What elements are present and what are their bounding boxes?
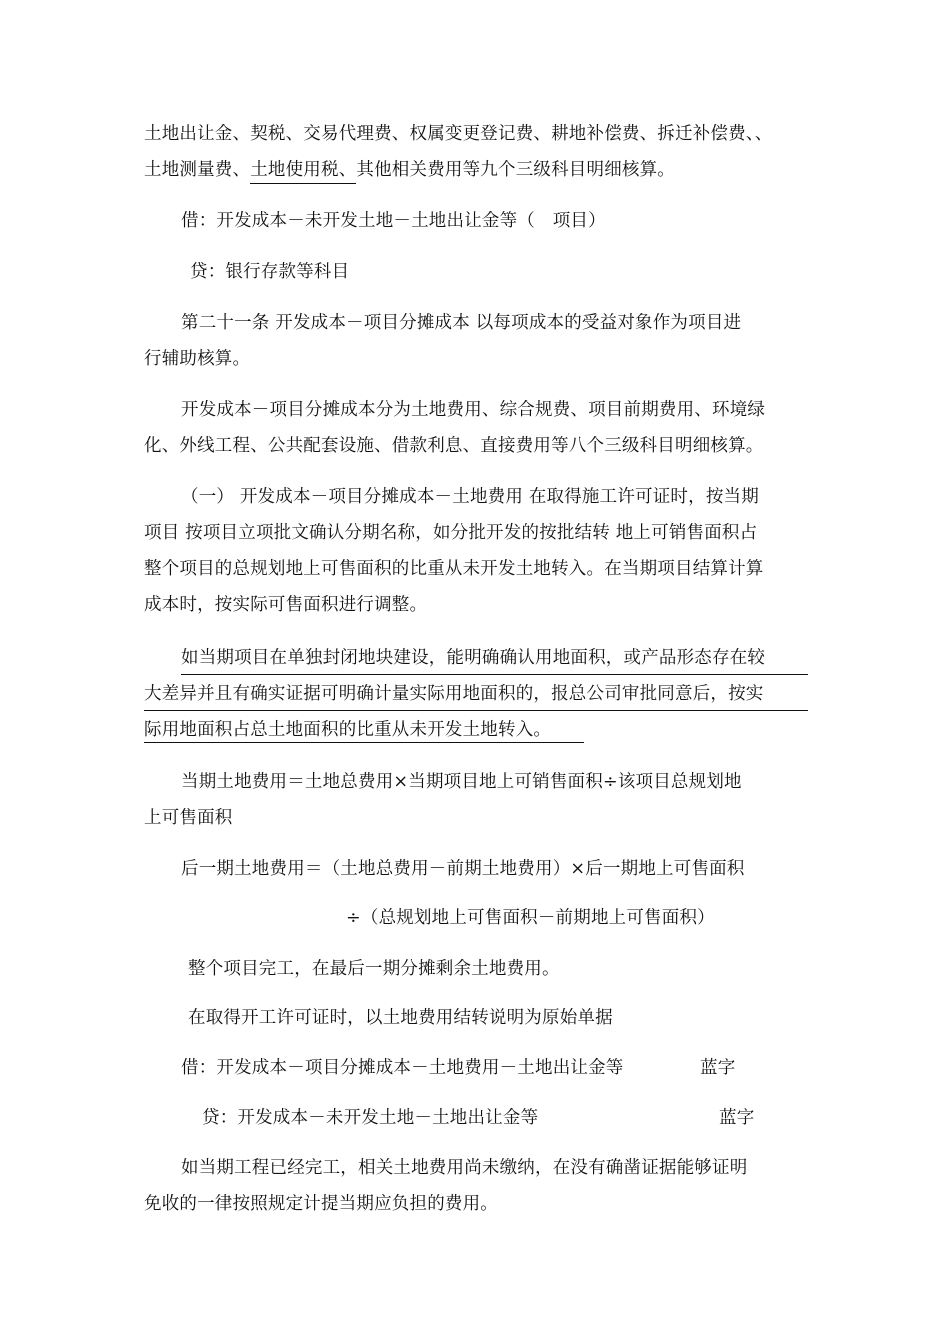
underlined-para-line1: 如当期项目在单独封闭地块建设，能明确确认用地面积，或产品形态存在较 [181,648,766,668]
article21-line1: 第二十一条 开发成本－项目分摊成本 以每项成本的受益对象作为项目进 [181,313,742,333]
closing-line1: 如当期工程已经完工，相关土地费用尚未缴纳，在没有确凿证据能够证明 [181,1158,748,1178]
entry2-credit: 贷：开发成本－未开发土地－土地出让金等 [202,1108,539,1128]
note-original-voucher: 在取得开工许可证时，以土地费用结转说明为原始单据 [188,1008,613,1028]
underline-rule-3 [144,742,584,743]
para1-underlined-term: 土地使用税、 [250,160,356,184]
closing-line2: 免收的一律按照规定计提当期应负担的费用。 [144,1194,498,1214]
section1-line3: 整个项目的总规划地上可售面积的比重从未开发土地转入。在当期项目结算计算 [144,559,764,579]
items-line2: 化、外线工程、公共配套设施、借款利息、直接费用等八个三级科目明细核算。 [144,436,764,456]
entry1-debit: 借：开发成本－未开发土地－土地出让金等（ 项目） [181,211,606,231]
entry2-debit-tag: 蓝字 [700,1058,736,1078]
formula1-line1: 当期土地费用＝土地总费用×当期项目地上可销售面积÷该项目总规划地 [181,772,742,792]
formula1-line2: 上可售面积 [144,808,233,828]
underline-rule-2 [144,710,808,711]
underlined-para-line2: 大差异并且有确实证据可明确计量实际用地面积的，报总公司审批同意后，按实 [144,684,764,704]
items-line1: 开发成本－项目分摊成本分为土地费用、综合规费、项目前期费用、环境绿 [181,400,766,420]
article21-line2: 行辅助核算。 [144,349,251,369]
section1-line1: （一） 开发成本－项目分摊成本－土地费用 在取得施工许可证时，按当期 [181,487,759,507]
underlined-para-line3: 际用地面积占总土地面积的比重从未开发土地转入。 [144,720,552,740]
para1-line2 [144,158,675,182]
section1-line2: 项目 按项目立项批文确认分期名称，如分批开发的按批结转 地上可销售面积占 [144,523,758,543]
entry2-credit-tag: 蓝字 [719,1108,755,1128]
para1-line1: 土地出让金、契税、交易代理费、权属变更登记费、耕地补偿费、拆迁补偿费、、 [144,124,773,144]
note-final-phase: 整个项目完工，在最后一期分摊剩余土地费用。 [188,959,560,979]
underline-rule-1 [181,674,808,675]
formula2-line1: 后一期土地费用＝（土地总费用－前期土地费用）×后一期地上可售面积 [181,859,745,879]
entry2-debit: 借：开发成本－项目分摊成本－土地费用－土地出让金等 [181,1058,624,1078]
formula2-line2: ÷（总规划地上可售面积－前期地上可售面积） [346,908,715,928]
section1-line4: 成本时，按实际可售面积进行调整。 [144,595,428,615]
para1-line2-text-b: 其他相关费用等九个三级科目明细核算。 [356,160,676,180]
para1-line2-text-a: 土地测量费、 [144,160,251,180]
entry1-credit: 贷：银行存款等科目 [190,262,350,282]
